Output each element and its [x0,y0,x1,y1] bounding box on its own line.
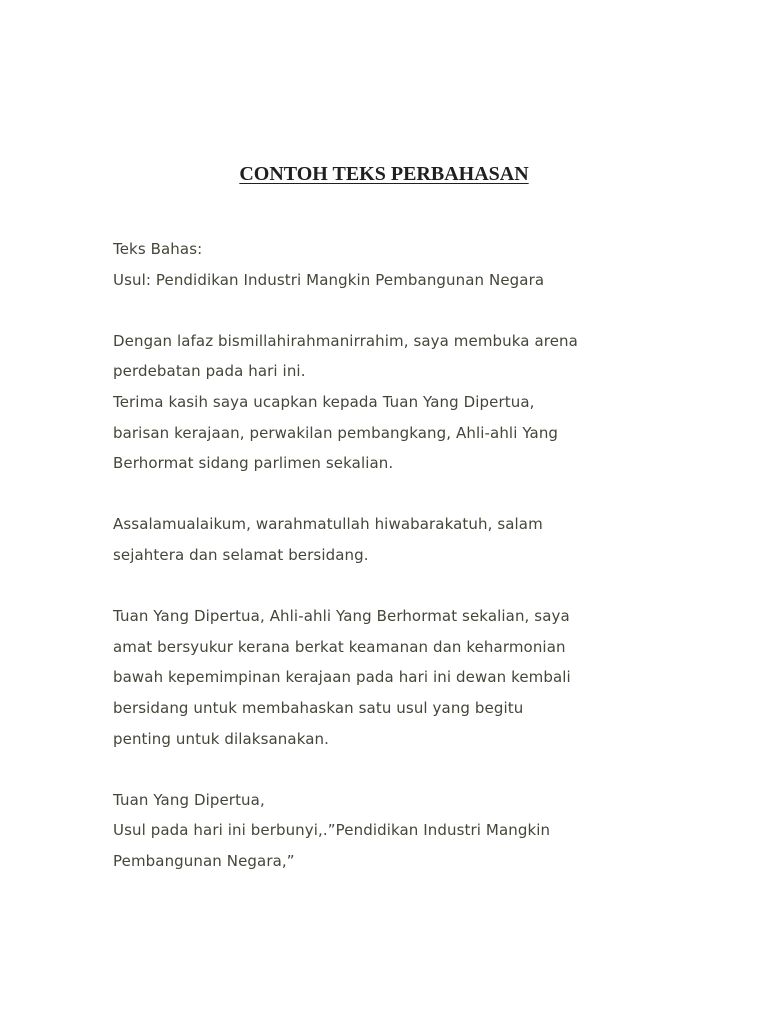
paragraph-motion [113,234,673,295]
text-line: Dengan lafaz bismillahirahmanirrahim, saya membuka arena [113,331,578,350]
text-line: Tuan Yang Dipertua, [113,790,265,809]
document-title-text: CONTOH TEKS PERBAHASAN [239,163,529,185]
paragraph-gratitude [113,601,673,754]
text-line: Tuan Yang Dipertua, Ahli-ahli Yang Berhormat sekalian, saya [113,607,570,626]
text-line: Terima kasih saya ucapkan kepada Tuan Yang Dipertua, [113,392,535,411]
text-line: sejahtera dan selamat bersidang. [113,545,369,564]
text-line: penting untuk dilaksanakan. [113,729,329,748]
text-line: Usul pada hari ini berbunyi,.”Pendidikan Industri Mangkin [113,821,551,840]
text-line: amat bersyukur kerana berkat keamanan dan keharmonian [113,637,566,656]
paragraph-motion-statement [113,785,673,877]
text-line: Teks Bahas: [113,240,203,258]
text-line: Pembangunan Negara,” [113,851,295,870]
document-body [113,234,673,876]
document-title [0,161,768,187]
paragraph-opening [113,326,673,479]
text-line: bawah kepemimpinan kerajaan pada hari ini dewan kembali [113,668,571,687]
text-line: Berhormat sidang parlimen sekalian. [113,454,394,473]
text-line: Usul: Pendidikan Industri Mangkin Pembangunan Negara [113,270,545,289]
text-line: Assalamualaikum, warahmatullah hiwabarakatuh, salam [113,515,543,534]
text-line: barisan kerajaan, perwakilan pembangkang, Ahli-ahli Yang [113,423,559,442]
paragraph-greeting [113,509,673,570]
text-line: bersidang untuk membahaskan satu usul yang begitu [113,698,524,717]
text-line: perdebatan pada hari ini. [113,362,306,381]
